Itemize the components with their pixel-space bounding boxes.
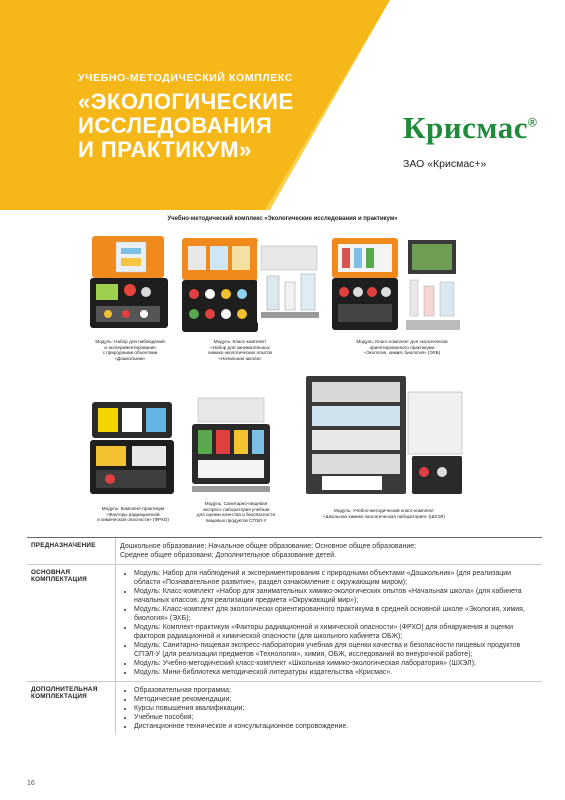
caption-line: «Набор для занимательных xyxy=(210,344,270,350)
page-number: 16 xyxy=(27,780,35,787)
caption-line: Модуль: Набор для наблюдений xyxy=(95,339,165,344)
list-item: • Модуль: Комплект-практикум «Факторы радиационной и химической опасности» (ФРХО) для обнаружения и оценки факторов радиационной и химической опасности (для школьного кабинета ОБЖ); xyxy=(134,623,538,641)
caption-line: Модуль: Учебно-методический класс-комплект xyxy=(334,508,434,513)
header-title xyxy=(78,90,294,162)
list-item: • Курсы повышения квалификации; xyxy=(134,704,538,713)
caption-primary-school-kit xyxy=(190,339,290,361)
product-photo-primary-school-kit xyxy=(180,236,260,336)
caption-line: экспресс-лаборатория учебная xyxy=(202,506,270,512)
list-item: • Дистанционное техническое и консультационное сопровождение. xyxy=(134,722,538,731)
caption-line: «Начальная школа» xyxy=(218,355,262,361)
product-photo-shhel-kit xyxy=(302,372,466,502)
caption-line: и экспериментирования xyxy=(104,344,156,350)
row-value-purpose xyxy=(116,538,543,565)
list-item: • Модуль: Класс-комплект «Набор для занимательных химико-экологических опытов «Начальная школа» (для кабинета начальных классов, для реализации предмета «Окружающий мир»); xyxy=(134,587,538,605)
list-item: • Модуль: Санитарно-пищевая экспресс-лаборатория учебная для оценки качества и безопасности пищевых продуктов СПЭЛ-У (для реализации предметов «Технология», химия, ОБЖ, исследований во внеурочной работе); xyxy=(134,641,538,659)
header-subtitle: УЧЕБНО-МЕТОДИЧЕСКИЙ КОМПЛЕКС xyxy=(78,72,293,84)
table-row-main-set xyxy=(27,565,542,682)
table-row-purpose xyxy=(27,538,542,565)
list-item: • Модуль: Учебно-методический класс-комплект «Школьная химико-экологическая лаборатория» (ШХЭЛ); xyxy=(134,659,538,668)
caption-line: химико-экологических опытов xyxy=(208,350,272,356)
caption-spel-u-kit xyxy=(186,501,286,523)
row-label-extra-set xyxy=(27,682,116,736)
product-photo-frho-kit xyxy=(88,398,176,502)
header-title-line: ИССЛЕДОВАНИЯ xyxy=(78,113,273,138)
caption-line: Модуль: Санитарно-пищевая xyxy=(204,501,268,506)
registered-mark: ® xyxy=(528,115,538,130)
product-photo-ehb-accessories xyxy=(402,236,464,336)
caption-line: Модуль: Класс-комплект для экологически xyxy=(356,339,448,344)
brand-logo-text: Крисмас xyxy=(403,110,529,145)
row-label-main-set xyxy=(27,565,116,682)
caption-line: «Факторы радиационной xyxy=(106,511,160,517)
caption-line: пищевых продуктов СПЭЛ-У xyxy=(205,517,267,523)
list-item: • Модуль: Мини-библиотека методической литературы издательства «Крисмас». xyxy=(134,668,538,677)
caption-line: «Школьная химико-экологическая лаборатория» (ШХЭЛ) xyxy=(323,513,445,519)
row-label-purpose: ПРЕДНАЗНАЧЕНИЕ xyxy=(27,538,116,565)
caption-line: для оценки качества и безопасности xyxy=(196,512,276,518)
table-row-extra-set xyxy=(27,682,542,736)
caption-ehb-kit xyxy=(340,339,464,356)
header-title-block xyxy=(78,72,294,162)
list-item: • Учебные пособия; xyxy=(134,713,538,722)
header-title-line: «ЭКОЛОГИЧЕСКИЕ xyxy=(78,89,294,114)
product-photo-spel-u-kit xyxy=(188,394,274,498)
row-value-extra-set xyxy=(116,682,543,736)
purpose-line: Дошкольное образование; Начальное общее образование; Основное общее образование; xyxy=(120,543,417,550)
label-line: ОСНОВНАЯ xyxy=(31,569,71,576)
list-item: • Методические рекомендации; xyxy=(134,695,538,704)
extra-set-list xyxy=(120,686,538,731)
header-title-line: И ПРАКТИКУМ» xyxy=(78,137,252,162)
main-set-list xyxy=(120,569,538,677)
specification-table xyxy=(27,537,542,735)
caption-line: «Экология, химия, биология» (ЭХБ) xyxy=(363,350,441,356)
row-value-main-set xyxy=(116,565,543,682)
caption-line: «Дошкольник» xyxy=(114,355,146,361)
company-name: ЗАО «Крисмас+» xyxy=(403,158,487,170)
product-photo-ehb-kit xyxy=(330,236,400,334)
purpose-line: Среднее общее образовани; Дополнительное образование детей. xyxy=(120,552,337,559)
caption-shhel-kit xyxy=(300,508,468,519)
label-line: КОМПЛЕКТАЦИЯ xyxy=(31,693,87,700)
list-item: • Модуль: Класс-комплект для экологически ориентированного практикума в средней основной школе «Экология, химия, биология» (ЭХБ); xyxy=(134,605,538,623)
list-item: • Модуль: Набор для наблюдений и экспериментирования с природными объектами «Дошкольник» (для реализации области «Познавательное развитие», раздел ознакомление с окружающим миром); xyxy=(134,569,538,587)
product-photo-preschool-kit xyxy=(88,228,170,336)
label-line: КОМПЛЕКТАЦИЯ xyxy=(31,576,87,583)
product-photo-glassware xyxy=(257,240,323,324)
caption-line: и химической опасности» (ФРХО) xyxy=(97,517,169,523)
caption-frho-kit xyxy=(88,506,178,523)
caption-line: с природными объектами xyxy=(102,350,158,356)
caption-preschool-kit xyxy=(88,339,172,361)
label-line: ДОПОЛНИТЕЛЬНАЯ xyxy=(31,686,98,693)
list-item: • Образовательная программа; xyxy=(134,686,538,695)
caption-line: ориентированного практикума xyxy=(369,344,435,350)
brand-logo xyxy=(403,110,537,146)
caption-line: Модуль: Класс-комплект xyxy=(213,339,267,344)
caption-line: Модуль: Комплект-практикум xyxy=(101,506,165,511)
gallery-title: Учебно-методический комплекс «Экологические исследования и практикум» xyxy=(167,216,398,222)
